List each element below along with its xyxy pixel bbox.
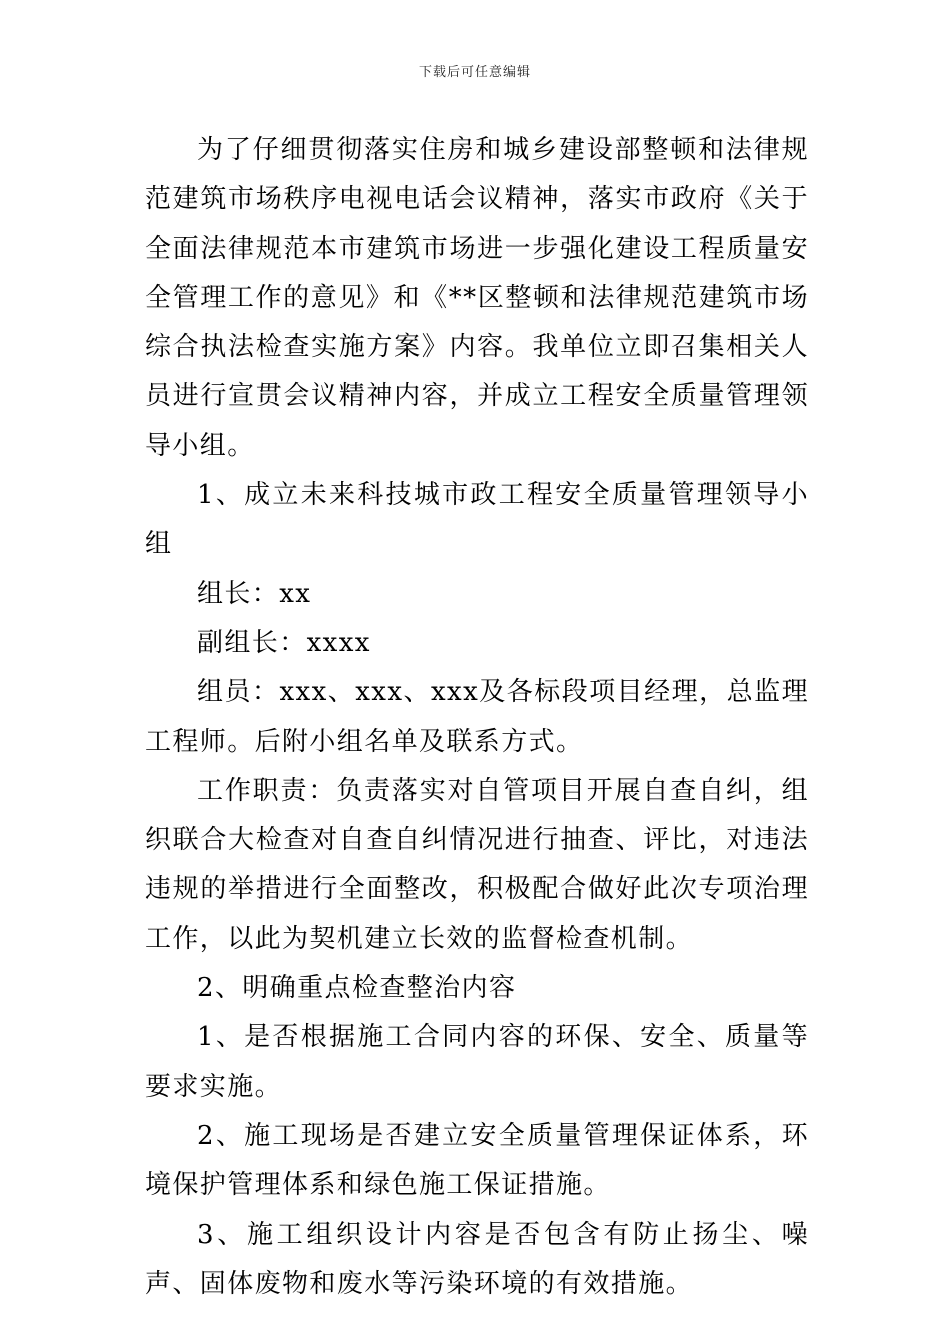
page-header: 下载后可任意编辑 <box>418 65 531 80</box>
paragraph-group-leader: 组长：xx <box>197 578 312 609</box>
paragraph-item-3: 3、施工组织设计内容是否包含有防止扬尘、噪声、固体废物和废水等污染环境的有效措施。 <box>145 1219 809 1299</box>
paragraph-duties: 工作职责：负责落实对自管项目开展自查自纠，组织联合大检查对自查自纠情况进行抽查、评比，对违法违规的举措进行全面整改，积极配合做好此次专项治理工作，以此为契机建立长效的监督检查机制。 <box>145 775 809 954</box>
paragraph-item-2: 2、施工现场是否建立安全质量管理保证体系，环境保护管理体系和绿色施工保证措施。 <box>145 1120 809 1201</box>
paragraph-intro: 为了仔细贯彻落实住房和城乡建设部整顿和法律规范建筑市场秩序电视电话会议精神，落实市政府《关于全面法律规范本市建筑市场进一步强化建设工程质量安全管理工作的意见》和《**区整顿和法律规范建筑市场综合执法检查实施方案》内容。我单位立即召集相关人员进行宣贯会议精神内容，并成立工程安全质量管理领导小组。 <box>145 135 809 461</box>
paragraph-item-1: 1、是否根据施工合同内容的环保、安全、质量等要求实施。 <box>145 1022 809 1102</box>
document-body <box>145 126 809 1309</box>
paragraph-members: 组员：xxx、xxx、xxx及各标段项目经理，总监理工程师。后附小组名单及联系方式。 <box>145 677 809 757</box>
paragraph-section-1-heading: 1、成立未来科技城市政工程安全质量管理领导小组 <box>145 480 809 560</box>
paragraph-section-2-heading: 2、明确重点检查整治内容 <box>197 973 517 1004</box>
paragraph-deputy-leader: 副组长：xxxx <box>197 627 371 658</box>
